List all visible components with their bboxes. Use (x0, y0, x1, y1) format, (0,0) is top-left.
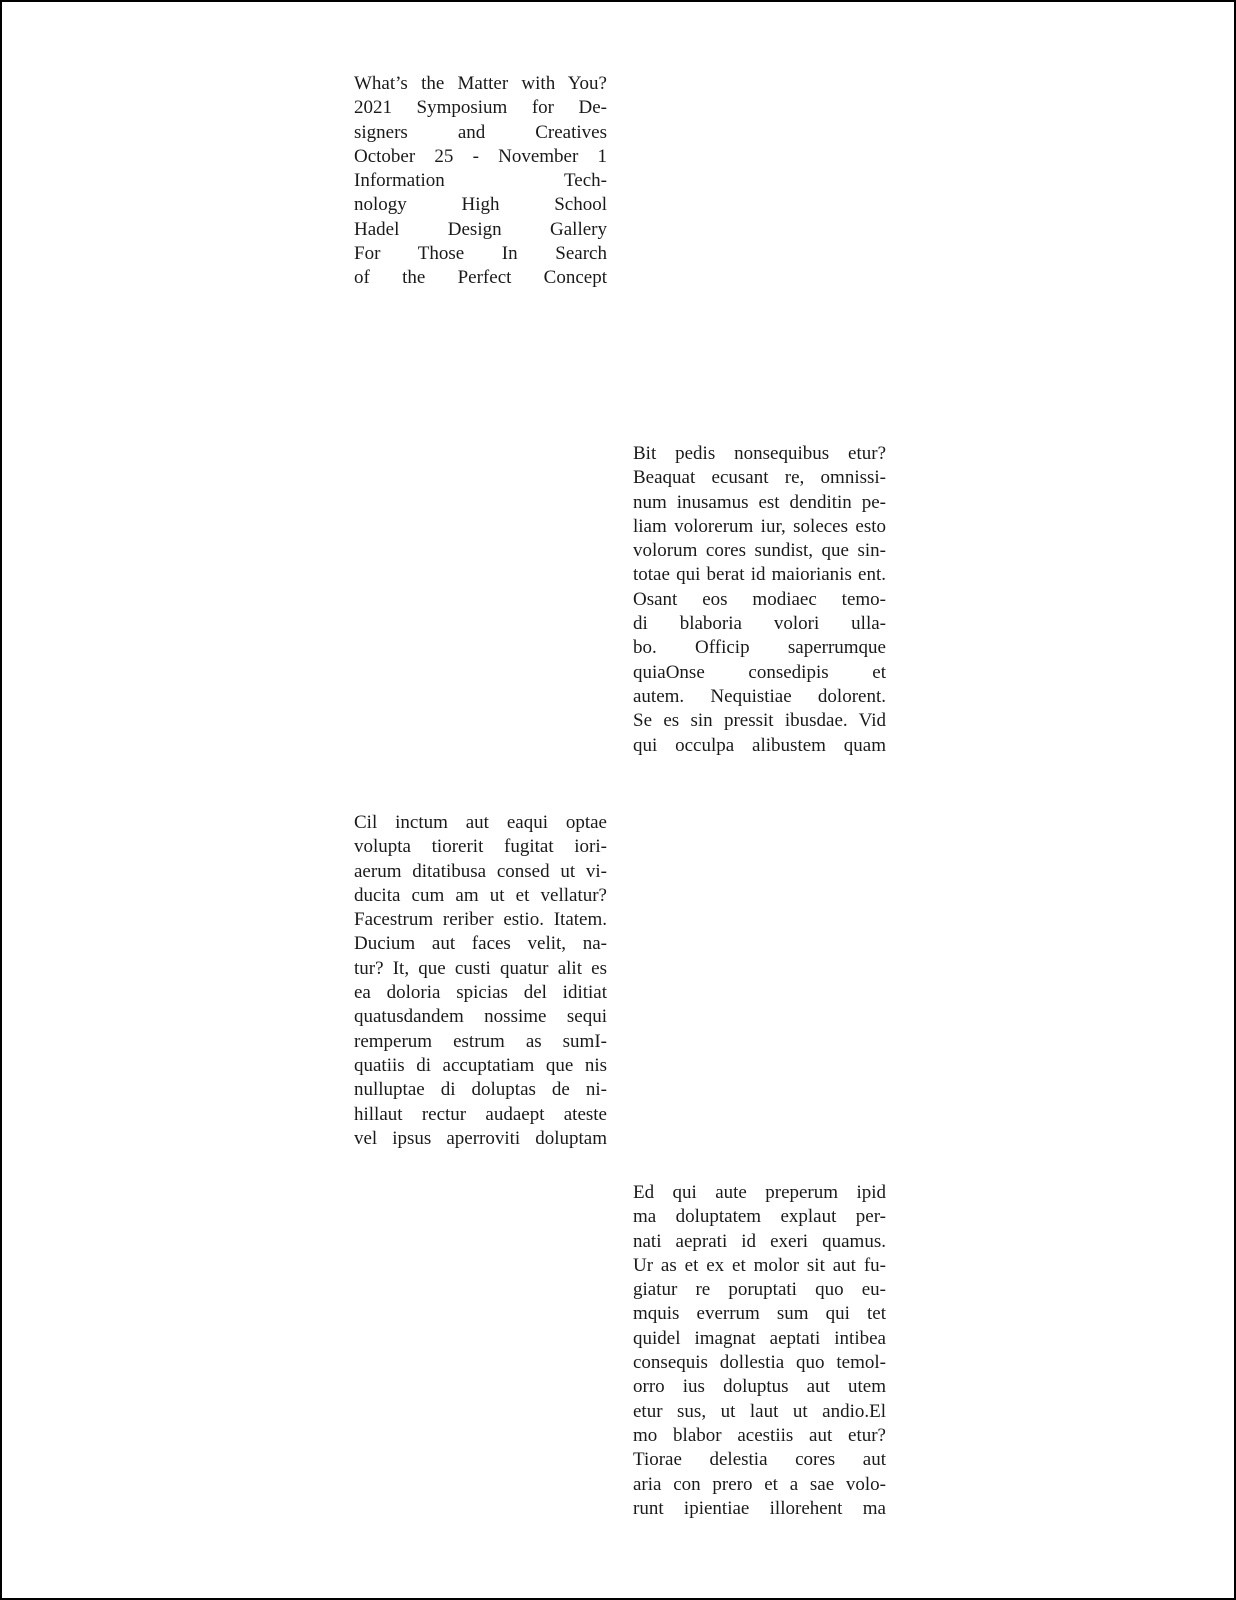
body-line: remperum estrum as sumI- (354, 1030, 607, 1052)
body-line: liam volorerum iur, soleces esto (633, 515, 886, 537)
body-line: Facestrum reriber estio. Itatem. (354, 909, 607, 931)
body-line: volorum cores sundist, que sin- (633, 540, 886, 562)
body-line: ma doluptatem explaut per- (633, 1206, 886, 1228)
header-line: For Those In Search (354, 243, 607, 265)
body-line: giatur re poruptati quo eu- (633, 1279, 886, 1301)
body-text-block-2 (354, 811, 607, 1151)
body-line: autem. Nequistiae dolorent. (633, 685, 886, 707)
header-line: of the Perfect Concept (354, 267, 607, 289)
header-line: signers and Creatives (354, 121, 607, 143)
header-line: What’s the Matter with You? (354, 73, 607, 94)
body-line: nati aeprati id exeri quamus. (633, 1230, 886, 1252)
body-line: quatiis di accuptatiam que nis (354, 1054, 607, 1076)
body-line: consequis dollestia quo temol- (633, 1352, 886, 1374)
body-line: Osant eos modiaec temo- (633, 588, 886, 610)
body-line: quidel imagnat aeptati intibea (633, 1327, 886, 1349)
body-line: mquis everrum sum qui tet (633, 1303, 886, 1325)
header-line: nology High School (354, 194, 607, 216)
body-line: aerum ditatibusa consed ut vi- (354, 860, 607, 882)
body-text-block-1 (633, 442, 886, 758)
body-line: totae qui berat id maiorianis ent. (633, 564, 886, 586)
body-line: hillaut rectur audaept ateste (354, 1103, 607, 1125)
body-line: etur sus, ut laut ut andio.El (633, 1400, 886, 1422)
body-line: quiaOnse consedipis et (633, 661, 886, 683)
body-line: di blaboria volori ulla- (633, 613, 886, 635)
body-line: qui occulpa alibustem quam (633, 734, 886, 756)
body-line: orro ius doluptus aut utem (633, 1376, 886, 1398)
body-line: vel ipsus aperroviti doluptam (354, 1127, 607, 1149)
body-line: Beaquat ecusant re, omnissi- (633, 467, 886, 489)
body-line: Bit pedis nonsequibus etur? (633, 443, 886, 464)
body-line: aria con prero et a sae volo- (633, 1473, 886, 1495)
body-line: nulluptae di doluptas de ni- (354, 1079, 607, 1101)
body-line: Tiorae delestia cores aut (633, 1449, 886, 1471)
header-line: Hadel Design Gallery (354, 218, 607, 240)
body-line: Ur as et ex et molor sit aut fu- (633, 1254, 886, 1276)
header-line: Information Tech- (354, 170, 607, 192)
body-line: volupta tiorerit fugitat iori- (354, 836, 607, 858)
body-line: quatusdandem nossime sequi (354, 1006, 607, 1028)
body-line: bo. Officip saperrumque (633, 637, 886, 659)
event-header-block (354, 72, 607, 291)
body-line: ea doloria spicias del iditiat (354, 982, 607, 1004)
body-line: mo blabor acestiis aut etur? (633, 1424, 886, 1446)
body-line: tur? It, que custi quatur alit es (354, 957, 607, 979)
body-line: Cil inctum aut eaqui optae (354, 812, 607, 833)
body-line: Se es sin pressit ibusdae. Vid (633, 710, 886, 732)
body-line: runt ipientiae illorehent ma (633, 1497, 886, 1519)
body-line: ducita cum am ut et vellatur? (354, 884, 607, 906)
body-line: num inusamus est denditin pe- (633, 491, 886, 513)
header-line: October 25 - November 1 (354, 145, 607, 167)
body-line: Ed qui aute preperum ipid (633, 1182, 886, 1203)
body-text-block-3 (633, 1181, 886, 1521)
body-line: Ducium aut faces velit, na- (354, 933, 607, 955)
header-line: 2021 Symposium for De- (354, 97, 607, 119)
